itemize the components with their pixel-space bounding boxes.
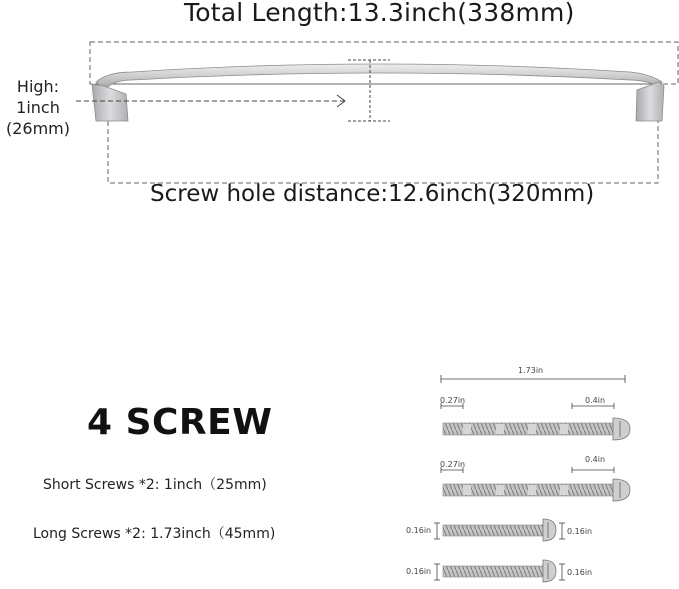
- short-screw: [443, 560, 556, 582]
- screw-hole-dashed-box: [108, 84, 658, 183]
- head-length-label: 0.4in: [585, 455, 606, 464]
- thread-start-label: 0.27in: [440, 396, 466, 405]
- long-screw: [443, 418, 630, 440]
- screw-count-title: 4 SCREW: [87, 402, 273, 443]
- height-label: [0, 76, 76, 139]
- total-length-label: Total Length:13.3inch(338mm): [184, 0, 575, 27]
- head-length-label: 0.4in: [585, 396, 606, 405]
- height-label-inch: 1inch: [16, 98, 60, 117]
- diameter-label: 0.16in: [567, 527, 593, 536]
- short-screws-label: Short Screws *2: 1inch（25mm): [43, 477, 267, 493]
- height-label-mm: (26mm): [5, 119, 70, 138]
- screw-hole-distance-label: Screw hole distance:12.6inch(320mm): [150, 181, 595, 207]
- diameter-label: 0.16in: [567, 568, 593, 577]
- height-label-title: High:: [16, 77, 60, 96]
- screw-overall-ruler: [441, 375, 625, 383]
- diameter-label: 0.16in: [406, 567, 432, 576]
- thread-start-label: 0.27in: [440, 460, 466, 469]
- diameter-label: 0.16in: [406, 526, 432, 535]
- overall-length-label: 1.73in: [518, 366, 544, 375]
- long-screw: [443, 479, 630, 501]
- short-screw: [443, 519, 556, 541]
- cabinet-handle: [92, 64, 664, 121]
- long-screws-label: Long Screws *2: 1.73inch（45mm): [33, 526, 276, 542]
